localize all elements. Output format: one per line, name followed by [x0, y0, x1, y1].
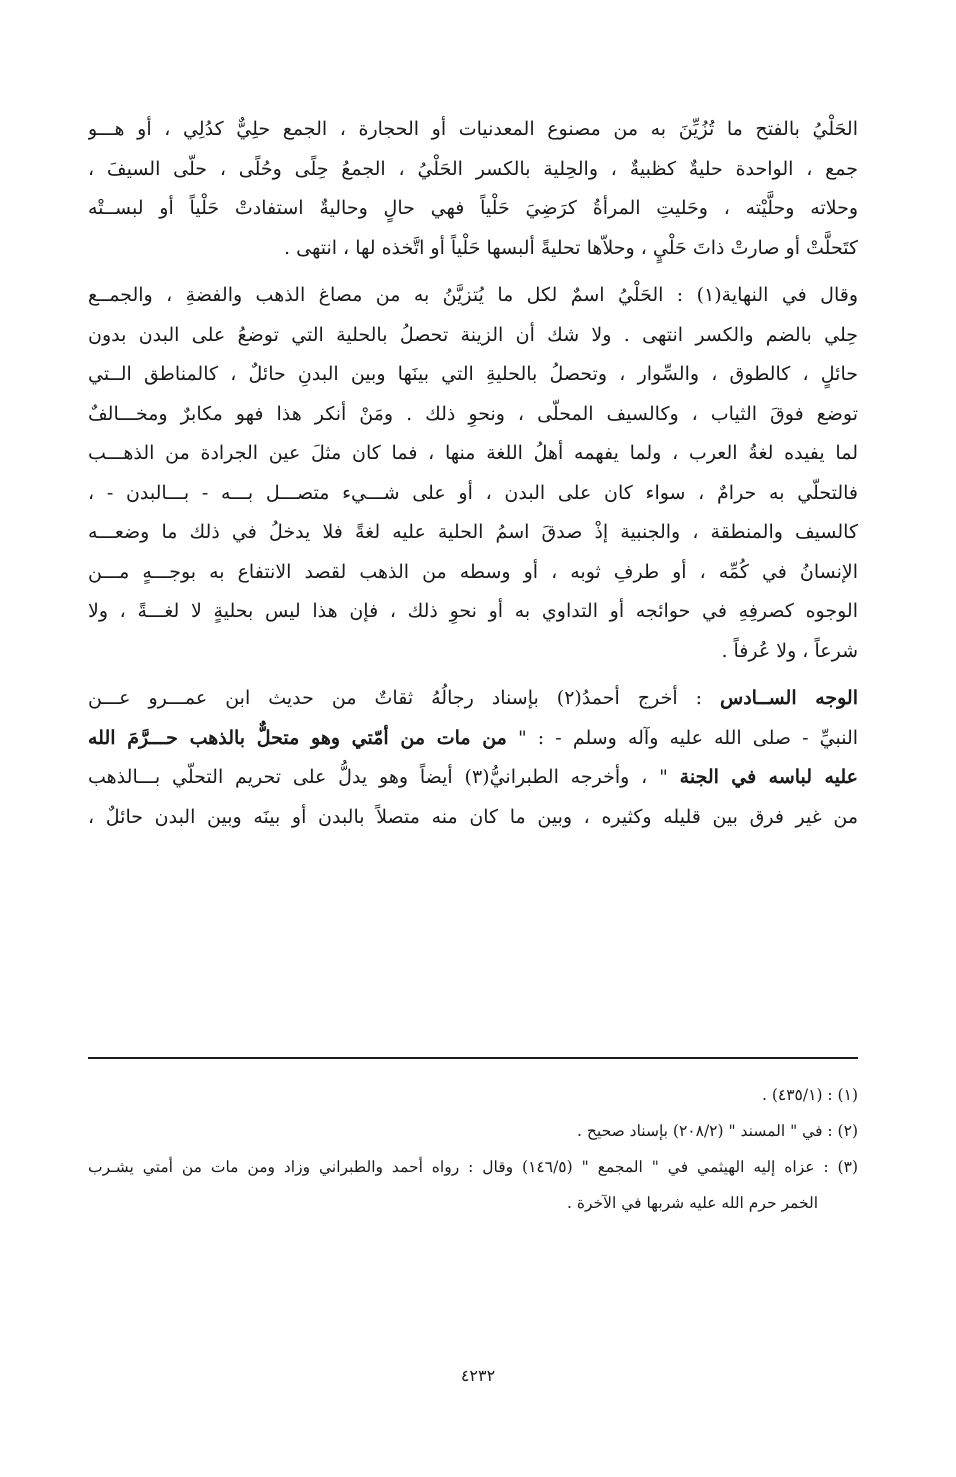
text-line: كتَحلَّتْ أو صارتْ ذاتَ حَلْيٍ ، وحلاّها تحليةً ألبسها حَلْياً أو اتَّخذه لها ، انتهى . [284, 236, 858, 259]
page-number: ٤٢٣٢ [460, 1366, 496, 1385]
paragraph-2 [88, 276, 858, 671]
main-text [88, 110, 858, 837]
text-line: حائلٍ ، كالطوق ، والسِّوار ، وتحصلُ بالحليةِ التي بينَها وبين البدنِ حائلٌ ، كالمناطق الــتي [88, 363, 858, 385]
text-line [88, 679, 858, 719]
footnote-3: (٣) : عزاه إليه الهيثمي في " المجمع " (١٤٦/٥) وقال : رواه أحمد والطبراني وزاد ومن مات من أمتي يشـرب [88, 1158, 858, 1176]
hadith-text: عليه لباسه في الجنة [679, 766, 858, 788]
text-line: لما يفيده لغةُ العرب ، ولما يفهمه أهلُ اللغة منها ، فما كان مثلَ عين الجرادة من الذهـــب [88, 442, 858, 464]
text-line: الوجوه كصرفِهِ في حوائجه أو التداوي به أو نحوِ ذلك ، فإن هذا ليس بحليةٍ لا لغـــةً ، ولا [88, 600, 858, 622]
footnote-2: (٢) : في " المسند " (٢٠٨/٢) بإسناد صحيح . [577, 1122, 858, 1140]
section-heading: الوجه الســادس [720, 687, 858, 709]
footnote-divider [88, 1057, 858, 1059]
text-line: وقال في النهاية(١) : الحَلْيُ اسمٌ لكل ما يُتزيَّنُ به من مصاغ الذهب والفضةِ ، والجمــع [88, 284, 858, 306]
text-line [88, 719, 858, 759]
text-line [88, 758, 858, 798]
paragraph-3 [88, 679, 858, 837]
text-span: : أخرج أحمدُ(٢) بإسناد رجالُهُ ثقاتٌ من حديث ابن عمـــرو عـــن [88, 687, 721, 709]
text-line: جمع ، الواحدة حليةٌ كظبيةٌ ، والحِلية بالكسر الحَلْيُ ، الجمعُ حِلًى وحُلًى ، حلّى السيفَ ، [88, 157, 858, 180]
hadith-text: من مات من أمّتي وهو متحلٌّ بالذهب حـــرَّمَ الله [88, 726, 507, 749]
text-line: فالتحلّي به حرامٌ ، سواء كان على البدن ، أو على شـــيء متصـــل بـــه - بـــالبدن - ، [88, 481, 858, 504]
text-line: شرعاً ، ولا عُرفاً . [721, 639, 858, 662]
text-line: الحَلْيُ بالفتح ما تُزُيِّنَ به من مصنوع المعدنيات أو الحجارة ، الجمع حلِيٌّ كدُلِي ، أو هـــو [88, 118, 858, 140]
text-span: " ، وأخرجه الطبرانيُّ(٣) أيضاً وهو يدلُّ على تحريم التحلّي بـــالذهب [88, 766, 680, 788]
footnote-1: (١) : (٤٣٥/١) . [762, 1086, 858, 1104]
footnotes [88, 1077, 858, 1221]
text-line: الإنسانُ في كُمِّه ، أو طرفِ ثوبه ، أو وسطه من الذهب لقصد الانتفاع به بوجـــهٍ مـــن [88, 560, 858, 583]
footnote-3-continued: الخمر حرم الله عليه شربها في الآخرة . [567, 1194, 818, 1212]
text-line: توضع فوقَ الثياب ، وكالسيف المحلّى ، ونحوِ ذلك . ومَنْ أنكر هذا فهو مكابرٌ ومخـــالفٌ [88, 402, 858, 425]
text-line: من غير فرق بين قليله وكثيره ، وبين ما كان منه متصلاً بالبدن أو بينَه وبين البدن حائلٌ ، [88, 805, 858, 828]
paragraph-1 [88, 110, 858, 268]
text-line: حِلي بالضم والكسر انتهى . ولا شك أن الزينة تحصلُ بالحلية التي توضعُ على البدن بدون [88, 323, 858, 346]
text-line: كالسيف والمنطقة ، والجنبية إذْ صدقَ اسمُ الحلية عليه لغةً فلا يدخلُ في ذلك ما وضعـــه [88, 521, 858, 543]
text-span: النبيِّ - صلى الله عليه وآله وسلم - : " [506, 726, 858, 749]
text-line: وحلاته وحلَّيْته ، وحَليتِ المرأةُ كرَضِيَ حَلْياً فهي حالٍ وحاليةٌ استفادتْ حَلْياً أو لبســتْه [88, 197, 858, 219]
